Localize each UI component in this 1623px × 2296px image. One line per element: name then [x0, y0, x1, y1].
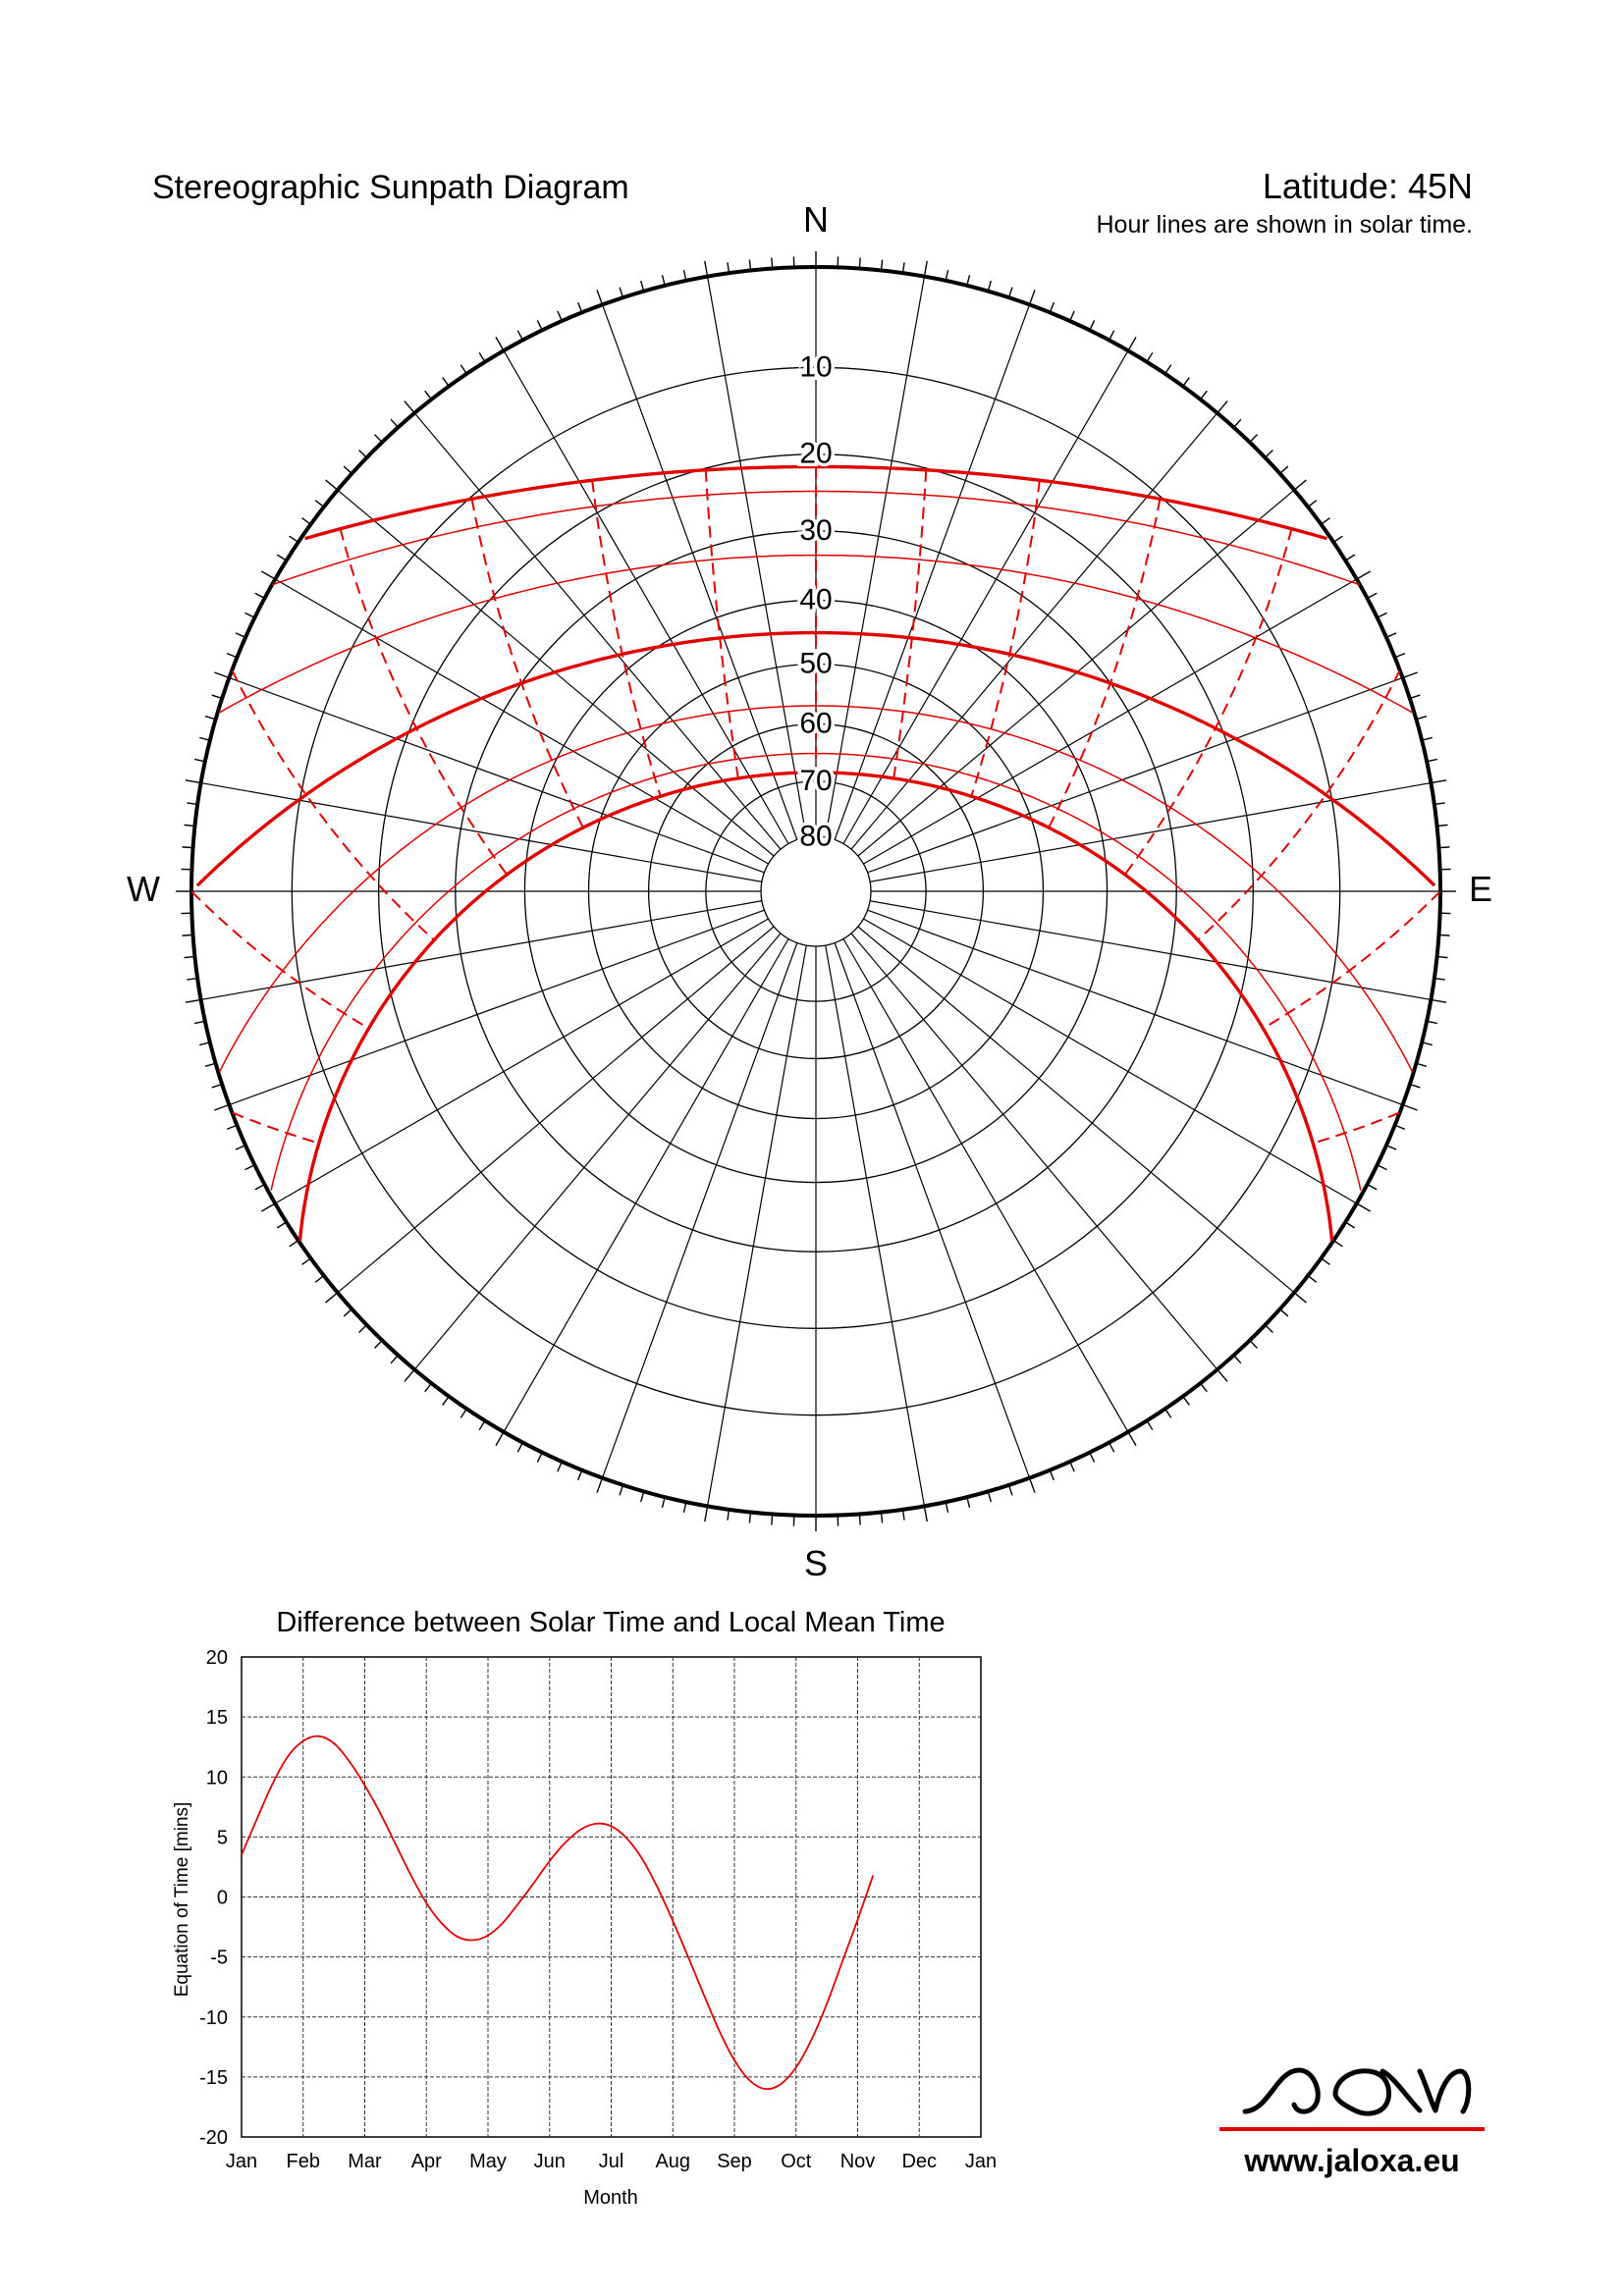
- azimuth-tick-114: [1386, 1146, 1396, 1149]
- eot-xtick-10: Nov: [839, 2151, 876, 2172]
- azimuth-tick-60: [1357, 571, 1371, 579]
- azimuth-tick-298: [255, 593, 265, 598]
- azimuth-tick-30: [1128, 337, 1136, 350]
- azimuth-tick-324: [443, 378, 449, 387]
- azimuth-tick-342: [620, 288, 622, 297]
- azimuth-tick-150: [1128, 1432, 1136, 1446]
- azimuth-tick-210: [496, 1432, 504, 1446]
- azimuth-tick-300: [261, 571, 275, 579]
- azimuth-tick-148: [1147, 1420, 1153, 1429]
- azimuth-tick-48: [1280, 466, 1288, 473]
- azimuth-tick-338: [578, 302, 582, 312]
- azimuth-tick-236: [290, 1241, 298, 1247]
- azimuth-tick-320: [405, 401, 414, 413]
- eot-xtick-11: Dec: [901, 2151, 938, 2172]
- azimuth-tick-240: [261, 1203, 275, 1211]
- azimuth-tick-132: [1280, 1309, 1288, 1316]
- jaloxa-logo: [1219, 2070, 1485, 2178]
- azimuth-tick-100: [1431, 999, 1446, 1002]
- azimuth-tick-20: [1030, 290, 1035, 304]
- altitude-label-60: 60: [799, 707, 833, 740]
- azimuth-tick-176: [859, 1514, 860, 1524]
- azimuth-tick-58: [1345, 555, 1354, 561]
- jaloxa-logo-underline: [1219, 2127, 1485, 2131]
- azimuth-tick-38: [1201, 391, 1208, 400]
- eot-ytick-4: 0: [216, 1887, 228, 1909]
- azimuth-tick-160: [1030, 1478, 1035, 1493]
- azimuth-tick-232: [315, 1276, 324, 1283]
- azimuth-tick-222: [391, 1356, 398, 1363]
- azimuth-tick-246: [236, 1146, 245, 1149]
- azimuth-tick-108: [1410, 1085, 1420, 1088]
- azimuth-tick-62: [1368, 593, 1378, 598]
- hour-line-6: [192, 892, 368, 1029]
- altitude-label-30: 30: [799, 513, 833, 547]
- azimuth-tick-134: [1266, 1325, 1273, 1333]
- eot-title: Difference between Solar Time and Local Mean Time: [276, 1607, 946, 1638]
- altitude-label-10: 10: [799, 350, 833, 384]
- azimuth-tick-42: [1234, 419, 1241, 427]
- azimuth-tick-328: [479, 352, 485, 361]
- eot-xtick-4: May: [469, 2151, 507, 2172]
- azimuth-tick-302: [277, 555, 286, 561]
- azimuth-tick-118: [1368, 1185, 1378, 1190]
- solar-time-note: Hour lines are shown in solar time.: [1096, 211, 1473, 239]
- azimuth-tick-50: [1294, 480, 1306, 490]
- eot-ytick-7: -15: [199, 2066, 228, 2089]
- eot-xtick-2: Mar: [348, 2151, 382, 2172]
- hour-line-19: [1315, 1113, 1400, 1144]
- azimuth-tick-292: [227, 654, 237, 658]
- azimuth-tick-242: [255, 1185, 265, 1190]
- azimuth-tick-32: [1147, 352, 1153, 361]
- azimuth-tick-230: [326, 1293, 338, 1303]
- azimuth-tick-212: [479, 1420, 485, 1429]
- eot-ylabel: Equation of Time [mins]: [172, 1801, 192, 1998]
- compass-west: W: [127, 869, 160, 909]
- azimuth-tick-218: [425, 1383, 432, 1392]
- azimuth-tick-308: [315, 501, 324, 507]
- azimuth-tick-198: [620, 1485, 622, 1495]
- azimuth-tick-208: [517, 1443, 522, 1453]
- azimuth-spoke-140: [851, 934, 1217, 1369]
- azimuth-tick-86: [1438, 847, 1449, 848]
- azimuth-tick-206: [537, 1453, 542, 1463]
- azimuth-tick-128: [1308, 1276, 1317, 1283]
- azimuth-tick-288: [212, 695, 222, 698]
- azimuth-tick-158: [1050, 1470, 1054, 1480]
- azimuth-tick-154: [1090, 1453, 1095, 1463]
- latitude-label: Latitude: 45N: [1262, 166, 1473, 206]
- azimuth-tick-226: [359, 1325, 367, 1333]
- azimuth-tick-52: [1308, 501, 1317, 507]
- eot-ytick-1: 15: [205, 1707, 228, 1730]
- azimuth-tick-120: [1357, 1203, 1371, 1211]
- azimuth-tick-356: [772, 258, 773, 269]
- azimuth-tick-252: [212, 1085, 222, 1088]
- azimuth-tick-170: [924, 1506, 927, 1522]
- azimuth-tick-304: [290, 536, 298, 542]
- azimuth-tick-296: [244, 613, 254, 617]
- compass-south: S: [803, 1543, 829, 1583]
- azimuth-tick-214: [460, 1409, 466, 1417]
- azimuth-spoke-130: [858, 927, 1294, 1293]
- eot-xtick-12: Jan: [964, 2151, 998, 2172]
- azimuth-tick-244: [244, 1165, 254, 1170]
- eot-x-ticks: [226, 2151, 997, 2172]
- azimuth-tick-224: [375, 1341, 383, 1349]
- eot-ytick-2: 10: [205, 1767, 228, 1789]
- azimuth-tick-70: [1403, 672, 1418, 677]
- azimuth-tick-204: [558, 1462, 562, 1471]
- hour-line-10: [592, 480, 660, 795]
- compass-north: N: [803, 199, 829, 240]
- azimuth-tick-126: [1322, 1258, 1330, 1264]
- azimuth-tick-68: [1395, 654, 1405, 658]
- eot-xtick-5: Jun: [533, 2151, 566, 2172]
- azimuth-tick-94: [1438, 934, 1449, 935]
- azimuth-tick-330: [496, 337, 504, 350]
- azimuth-tick-280: [186, 780, 201, 783]
- azimuth-tick-44: [1250, 435, 1258, 443]
- azimuth-tick-316: [375, 435, 383, 443]
- azimuth-spoke-230: [338, 927, 774, 1293]
- azimuth-tick-314: [359, 451, 367, 458]
- azimuth-tick-54: [1322, 518, 1330, 524]
- azimuth-tick-318: [391, 419, 398, 427]
- azimuth-tick-274: [183, 847, 193, 848]
- azimuth-tick-334: [537, 320, 542, 330]
- azimuth-tick-26: [1090, 320, 1095, 330]
- azimuth-tick-340: [597, 290, 602, 304]
- azimuth-tick-66: [1386, 633, 1396, 637]
- hour-line-13: [893, 470, 926, 777]
- azimuth-tick-310: [326, 480, 338, 490]
- eot-ytick-8: -20: [199, 2127, 228, 2149]
- hour-line-18: [1264, 892, 1439, 1029]
- azimuth-tick-234: [302, 1258, 311, 1264]
- altitude-label-80: 80: [799, 820, 833, 853]
- azimuth-tick-312: [344, 466, 352, 473]
- azimuth-tick-250: [214, 1105, 229, 1110]
- azimuth-tick-184: [772, 1514, 773, 1524]
- eot-y-ticks: [199, 1647, 228, 2149]
- eot-xtick-9: Oct: [781, 2151, 812, 2172]
- azimuth-tick-228: [344, 1309, 352, 1316]
- zenith-hole: [761, 836, 871, 946]
- hour-line-17: [1199, 670, 1400, 939]
- azimuth-tick-220: [405, 1369, 414, 1381]
- azimuth-tick-200: [597, 1478, 602, 1493]
- page-title: Stereographic Sunpath Diagram: [152, 169, 629, 206]
- altitude-label-40: 40: [799, 583, 833, 616]
- eot-xtick-8: Sep: [717, 2151, 752, 2172]
- azimuth-tick-248: [227, 1125, 237, 1129]
- eot-ytick-6: -10: [199, 2006, 228, 2029]
- azimuth-tick-202: [578, 1470, 582, 1480]
- azimuth-tick-4: [859, 258, 860, 269]
- azimuth-tick-140: [1217, 1369, 1227, 1381]
- hour-line-7: [233, 670, 434, 939]
- azimuth-tick-124: [1333, 1241, 1342, 1247]
- eot-ytick-0: 20: [205, 1647, 228, 1669]
- azimuth-tick-290: [214, 672, 229, 677]
- azimuth-tick-72: [1410, 695, 1420, 698]
- hour-line-11: [706, 470, 738, 777]
- hour-line-5: [233, 1113, 318, 1144]
- azimuth-tick-190: [705, 1506, 708, 1522]
- azimuth-tick-56: [1333, 536, 1342, 542]
- eot-xtick-6: Jul: [598, 2151, 624, 2172]
- azimuth-tick-144: [1183, 1397, 1189, 1406]
- azimuth-tick-130: [1294, 1293, 1306, 1303]
- azimuth-tick-138: [1234, 1356, 1241, 1363]
- azimuth-tick-142: [1201, 1383, 1208, 1392]
- azimuth-tick-152: [1109, 1443, 1114, 1453]
- eot-xtick-7: Aug: [655, 2151, 691, 2172]
- azimuth-tick-336: [558, 311, 562, 321]
- compass-east: E: [1468, 869, 1493, 909]
- azimuth-tick-322: [425, 391, 432, 400]
- azimuth-tick-350: [705, 261, 708, 277]
- azimuth-tick-46: [1266, 451, 1273, 458]
- azimuth-tick-24: [1070, 311, 1074, 321]
- azimuth-tick-116: [1378, 1165, 1387, 1170]
- azimuth-tick-216: [443, 1397, 449, 1406]
- jaloxa-url: www.jaloxa.eu: [1244, 2143, 1460, 2178]
- azimuth-tick-28: [1109, 331, 1114, 341]
- azimuth-tick-156: [1070, 1462, 1074, 1471]
- azimuth-spoke-220: [414, 934, 781, 1369]
- azimuth-tick-80: [1431, 780, 1446, 783]
- azimuth-tick-136: [1250, 1341, 1258, 1349]
- azimuth-tick-294: [236, 633, 245, 637]
- eot-xtick-3: Apr: [410, 2151, 442, 2172]
- eot-xlabel: Month: [583, 2187, 638, 2209]
- zenith-circle: [761, 836, 871, 946]
- azimuth-tick-260: [186, 999, 201, 1002]
- azimuth-tick-266: [183, 934, 193, 935]
- altitude-label-20: 20: [799, 437, 833, 470]
- altitude-label-70: 70: [799, 764, 833, 797]
- azimuth-tick-110: [1403, 1105, 1418, 1110]
- azimuth-tick-122: [1345, 1222, 1354, 1228]
- azimuth-tick-36: [1183, 378, 1189, 387]
- azimuth-tick-162: [1009, 1485, 1012, 1495]
- azimuth-tick-18: [1009, 288, 1012, 297]
- eot-xtick-1: Feb: [286, 2151, 320, 2172]
- eot-grid: [242, 1657, 981, 2137]
- azimuth-tick-34: [1165, 365, 1171, 374]
- azimuth-tick-22: [1050, 302, 1054, 312]
- azimuth-tick-238: [277, 1222, 286, 1228]
- eot-curve: [242, 1736, 873, 2090]
- azimuth-tick-40: [1217, 401, 1227, 413]
- azimuth-tick-64: [1378, 613, 1387, 617]
- azimuth-tick-112: [1395, 1125, 1405, 1129]
- azimuth-tick-326: [460, 365, 466, 374]
- hour-line-14: [972, 480, 1040, 795]
- eot-ytick-5: -5: [210, 1947, 228, 1969]
- altitude-label-50: 50: [799, 647, 833, 680]
- azimuth-tick-332: [517, 331, 522, 341]
- azimuth-tick-306: [302, 518, 311, 524]
- eot-ytick-3: 5: [216, 1827, 228, 1849]
- azimuth-tick-146: [1165, 1409, 1171, 1417]
- jaloxa-logo-mark: [1245, 2070, 1469, 2113]
- eot-series-line: [242, 1736, 873, 2090]
- eot-xtick-0: Jan: [225, 2151, 258, 2172]
- azimuth-tick-10: [924, 261, 927, 277]
